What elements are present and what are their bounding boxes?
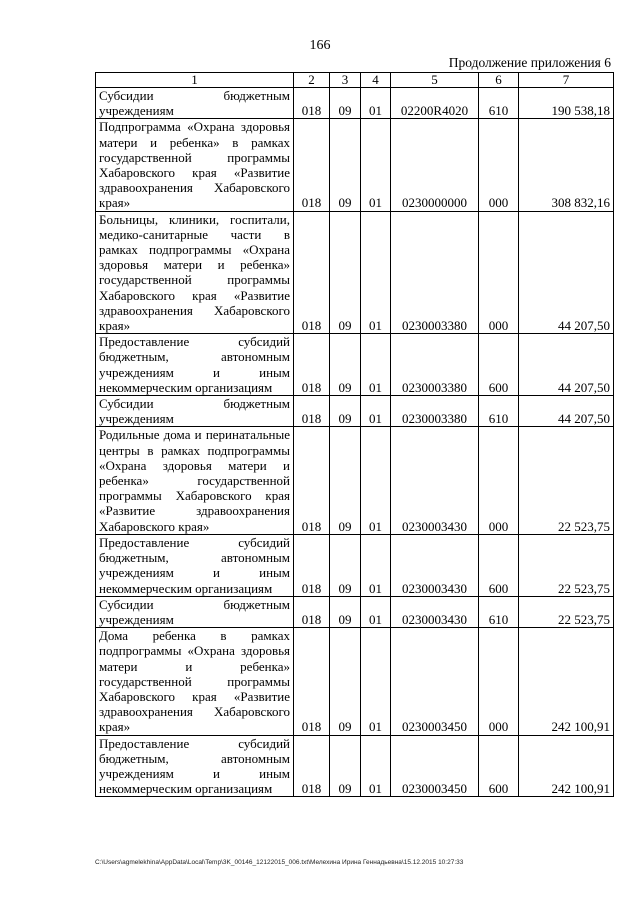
table-row <box>96 735 614 797</box>
header-cell-3: 3 <box>330 73 361 88</box>
table-header-row <box>96 73 614 88</box>
row-code-6-cell: 000 <box>479 427 519 534</box>
row-name-cell: Предоставление субсидий бюджетным, автономным учреждениям и иным некоммерческим организациям <box>96 735 294 797</box>
row-code-6-cell: 610 <box>479 596 519 627</box>
budget-table <box>95 72 614 797</box>
table-row <box>96 396 614 427</box>
row-amount-cell: 44 207,50 <box>519 396 614 427</box>
row-code-3-cell: 09 <box>330 596 361 627</box>
row-code-5-cell: 0230003450 <box>391 735 479 797</box>
row-code-6-cell: 000 <box>479 119 519 211</box>
table-row <box>96 628 614 735</box>
row-code-2-cell: 018 <box>294 534 330 596</box>
footer-file-path: C:\Users\agmelekhina\AppData\Local\Temp\3K_00146_12122015_006.txt\Мелехина Ирина Геннадьевна\15.12.2015 10:27:33 <box>95 859 464 866</box>
row-code-6-cell: 000 <box>479 211 519 334</box>
row-code-4-cell: 01 <box>361 427 391 534</box>
page-number: 166 <box>309 38 331 53</box>
row-code-2-cell: 018 <box>294 119 330 211</box>
row-code-2-cell: 018 <box>294 88 330 119</box>
row-code-6-cell: 600 <box>479 334 519 396</box>
row-code-3-cell: 09 <box>330 88 361 119</box>
row-code-6-cell: 610 <box>479 88 519 119</box>
row-code-5-cell: 0230003380 <box>391 396 479 427</box>
row-code-2-cell: 018 <box>294 396 330 427</box>
row-code-6-cell: 600 <box>479 735 519 797</box>
header-cell-4: 4 <box>361 73 391 88</box>
row-amount-cell: 22 523,75 <box>519 427 614 534</box>
row-code-2-cell: 018 <box>294 334 330 396</box>
row-code-3-cell: 09 <box>330 119 361 211</box>
row-code-5-cell: 0230003450 <box>391 628 479 735</box>
row-code-3-cell: 09 <box>330 628 361 735</box>
row-code-2-cell: 018 <box>294 427 330 534</box>
row-code-5-cell: 0230003430 <box>391 427 479 534</box>
row-code-4-cell: 01 <box>361 628 391 735</box>
header-cell-5: 5 <box>391 73 479 88</box>
row-name-cell: Больницы, клиники, госпитали, медико-санитарные части в рамках подпрограммы «Охрана здоровья матери и ребенка» государственной программы Хабаровского края «Развитие здравоохранения Хабаровского края» <box>96 211 294 334</box>
row-amount-cell: 190 538,18 <box>519 88 614 119</box>
header-cell-6: 6 <box>479 73 519 88</box>
row-code-4-cell: 01 <box>361 596 391 627</box>
row-code-2-cell: 018 <box>294 211 330 334</box>
table-row <box>96 334 614 396</box>
row-amount-cell: 22 523,75 <box>519 596 614 627</box>
row-code-4-cell: 01 <box>361 211 391 334</box>
table-row <box>96 427 614 534</box>
row-amount-cell: 44 207,50 <box>519 334 614 396</box>
row-code-6-cell: 000 <box>479 628 519 735</box>
row-code-2-cell: 018 <box>294 735 330 797</box>
header-cell-7: 7 <box>519 73 614 88</box>
row-amount-cell: 44 207,50 <box>519 211 614 334</box>
row-amount-cell: 22 523,75 <box>519 534 614 596</box>
row-amount-cell: 242 100,91 <box>519 735 614 797</box>
row-code-5-cell: 0230003380 <box>391 211 479 334</box>
row-code-3-cell: 09 <box>330 735 361 797</box>
row-code-5-cell: 0230003430 <box>391 596 479 627</box>
row-code-4-cell: 01 <box>361 334 391 396</box>
row-name-cell: Субсидии бюджетным учреждениям <box>96 596 294 627</box>
row-code-2-cell: 018 <box>294 628 330 735</box>
row-code-3-cell: 09 <box>330 534 361 596</box>
row-name-cell: Субсидии бюджетным учреждениям <box>96 396 294 427</box>
table-row <box>96 88 614 119</box>
row-code-5-cell: 0230003380 <box>391 334 479 396</box>
header-cell-2: 2 <box>294 73 330 88</box>
row-amount-cell: 242 100,91 <box>519 628 614 735</box>
row-name-cell: Предоставление субсидий бюджетным, автономным учреждениям и иным некоммерческим организациям <box>96 334 294 396</box>
row-amount-cell: 308 832,16 <box>519 119 614 211</box>
table-body <box>96 73 614 797</box>
row-code-4-cell: 01 <box>361 534 391 596</box>
row-code-6-cell: 610 <box>479 396 519 427</box>
row-code-5-cell: 0230000000 <box>391 119 479 211</box>
row-code-4-cell: 01 <box>361 119 391 211</box>
row-code-3-cell: 09 <box>330 334 361 396</box>
continuation-label: Продолжение приложения 6 <box>448 55 611 70</box>
row-code-5-cell: 0230003430 <box>391 534 479 596</box>
row-code-4-cell: 01 <box>361 735 391 797</box>
row-code-3-cell: 09 <box>330 396 361 427</box>
row-code-3-cell: 09 <box>330 211 361 334</box>
row-name-cell: Подпрограмма «Охрана здоровья матери и ребенка» в рамках государственной программы Хабаровского края «Развитие здравоохранения Хабаровского края» <box>96 119 294 211</box>
header-cell-1: 1 <box>96 73 294 88</box>
row-name-cell: Дома ребенка в рамках подпрограммы «Охрана здоровья матери и ребенка» государственной программы Хабаровского края «Развитие здравоохранения Хабаровского края» <box>96 628 294 735</box>
table-row <box>96 596 614 627</box>
row-name-cell: Предоставление субсидий бюджетным, автономным учреждениям и иным некоммерческим организациям <box>96 534 294 596</box>
table-row <box>96 119 614 211</box>
row-code-6-cell: 600 <box>479 534 519 596</box>
row-name-cell: Родильные дома и перинатальные центры в рамках подпрограммы «Охрана здоровья матери и ребенка» государственной программы Хабаровского края «Развитие здравоохранения Хабаровского края» <box>96 427 294 534</box>
row-code-3-cell: 09 <box>330 427 361 534</box>
table-row <box>96 534 614 596</box>
row-name-cell: Субсидии бюджетным учреждениям <box>96 88 294 119</box>
row-code-2-cell: 018 <box>294 596 330 627</box>
row-code-4-cell: 01 <box>361 88 391 119</box>
row-code-5-cell: 02200R4020 <box>391 88 479 119</box>
table-row <box>96 211 614 334</box>
row-code-4-cell: 01 <box>361 396 391 427</box>
